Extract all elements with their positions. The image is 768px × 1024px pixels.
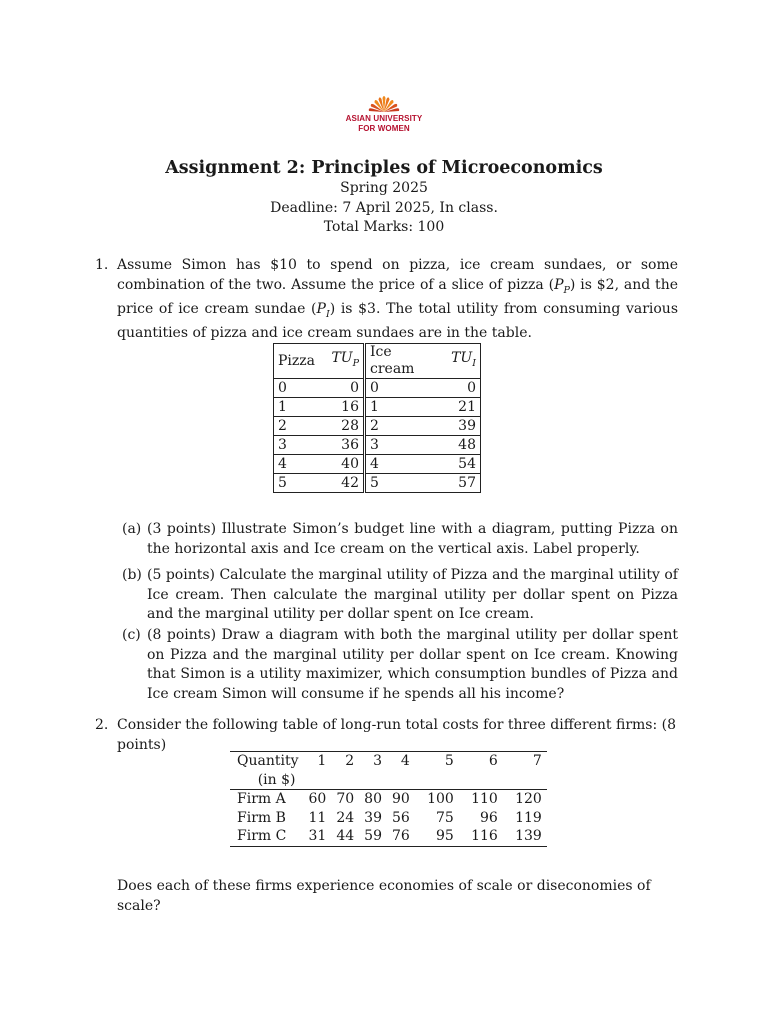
quantity-cell: 2 <box>331 752 359 771</box>
university-logo <box>338 92 430 134</box>
question-1-text <box>117 256 678 344</box>
cost-cell: 56 <box>391 809 410 826</box>
term-line: Spring 2025 <box>340 180 428 196</box>
cost-cell: 110 <box>471 791 498 807</box>
price-icecream-symbol: P <box>316 300 326 317</box>
part-c-text: (8 points) Draw a diagram with both the marginal utility per dollar spent on Pizza and the marginal utility per dollar spent on Ice cream. Knowing that Simon is a utility maximizer, which consumption bundles of Pizza and Ice cream Simon will consume if he spends all his income? <box>147 627 678 702</box>
part-b-label: (b) <box>122 567 142 583</box>
cost-cell: 44 <box>331 827 359 846</box>
cell-icecream-qty: 0 <box>365 379 443 398</box>
cell-tu-pizza: 40 <box>319 455 365 474</box>
cost-cell: 90 <box>391 791 410 807</box>
question-2-followup: Does each of these firms experience economies of scale or diseconomies of scale? <box>117 878 651 914</box>
cell-icecream-qty: 1 <box>365 398 443 417</box>
q1-text-part-b: ) is $2, and the price of ice cream sundae ( <box>117 276 678 317</box>
table-row <box>230 790 547 809</box>
cost-cell: 139 <box>503 827 547 846</box>
cell-pizza-qty: 1 <box>274 398 320 417</box>
q1-text-part-c: ) is $3. The total utility from consuming various quantities of pizza and ice cream sundaes are in the table. <box>117 300 679 342</box>
cost-cell: 76 <box>387 827 415 846</box>
firm-name: Firm C <box>230 827 304 846</box>
table-row <box>230 827 547 846</box>
header-quantity: Quantity <box>230 752 304 771</box>
cost-cell: 39 <box>364 809 382 826</box>
part-a-label: (a) <box>122 521 142 537</box>
cell-pizza-qty: 0 <box>274 379 320 398</box>
table-row <box>274 398 481 417</box>
question-2-number: 2. <box>95 717 109 733</box>
cost-table-unit-row <box>230 771 547 790</box>
cost-cell: 70 <box>336 791 355 807</box>
table-row <box>274 474 481 493</box>
cell-tu-icecream: 57 <box>442 474 481 493</box>
cost-cell: 11 <box>308 809 327 826</box>
header-pizza: Pizza <box>274 344 320 379</box>
utility-table <box>273 343 481 493</box>
quantity-cell: 6 <box>459 752 503 771</box>
document-header <box>0 157 768 238</box>
quantity-cell: 3 <box>359 752 387 771</box>
table-row <box>274 455 481 474</box>
quantity-cell: 5 <box>415 752 459 771</box>
cost-cell: 116 <box>459 827 503 846</box>
utility-table-header <box>274 344 481 379</box>
cell-tu-pizza: 42 <box>319 474 365 493</box>
header-tu-icecream: $TU_I$ <box>442 344 481 379</box>
page-title: Assignment 2: Principles of Microeconomics <box>165 158 603 178</box>
cell-tu-pizza: 36 <box>319 436 365 455</box>
cost-cell: 95 <box>415 827 459 846</box>
cost-cell: 31 <box>304 827 332 846</box>
header-icecream: Ice cream <box>365 344 443 379</box>
cell-pizza-qty: 3 <box>274 436 320 455</box>
cost-cell: 60 <box>308 791 327 807</box>
cell-pizza-qty: 4 <box>274 455 320 474</box>
cell-tu-pizza: 16 <box>319 398 365 417</box>
total-marks-line: Total Marks: 100 <box>323 219 445 235</box>
cell-icecream-qty: 4 <box>365 455 443 474</box>
sunburst-icon <box>367 92 401 114</box>
cell-tu-icecream: 0 <box>442 379 481 398</box>
table-row <box>274 436 481 455</box>
logo-line-1: ASIAN UNIVERSITY <box>345 114 423 123</box>
cell-tu-pizza: 28 <box>319 417 365 436</box>
header-unit: (in $) <box>230 771 304 790</box>
price-pizza-symbol: P <box>554 276 564 293</box>
cell-pizza-qty: 2 <box>274 417 320 436</box>
part-a-text: (3 points) Illustrate Simon’s budget line with a diagram, putting Pizza on the horizontal axis and Ice cream on the vertical axis. Label properly. <box>147 521 678 557</box>
cell-tu-icecream: 39 <box>442 417 481 436</box>
cell-icecream-qty: 3 <box>365 436 443 455</box>
cell-icecream-qty: 5 <box>365 474 443 493</box>
header-tu-pizza: $TU_P$ <box>319 344 365 379</box>
cost-table-header <box>230 752 547 771</box>
logo-line-2: FOR WOMEN <box>358 124 410 133</box>
quantity-cell: 1 <box>304 752 332 771</box>
cell-icecream-qty: 2 <box>365 417 443 436</box>
question-2-text: Consider the following table of long-run total costs for three different firms: (8 points) <box>117 717 677 753</box>
cost-table <box>230 751 547 847</box>
part-b-text: (5 points) Calculate the marginal utility of Pizza and the marginal utility of Ice cream. Then calculate the marginal utility per dollar spent on Pizza and the marginal utility per dollar spent on Ice cream. <box>147 567 678 622</box>
cost-cell: 24 <box>336 809 355 826</box>
cost-cell: 75 <box>435 809 454 826</box>
question-1-number: 1. <box>95 257 109 273</box>
deadline-line: Deadline: 7 April 2025, In class. <box>270 199 498 216</box>
cell-tu-icecream: 21 <box>442 398 481 417</box>
quantity-cell: 7 <box>503 752 547 771</box>
q1-text-part-a: Assume Simon has $10 to spend on pizza, ice cream sundaes, or some combination of the two. Assume the price of a slice of pizza ( <box>117 257 678 293</box>
price-pizza-subscript: P <box>563 284 570 296</box>
firm-name: Firm B <box>237 809 286 826</box>
cell-pizza-qty: 5 <box>274 474 320 493</box>
cost-cell: 59 <box>359 827 387 846</box>
cell-tu-pizza: 0 <box>319 379 365 398</box>
part-c-label: (c) <box>122 627 141 643</box>
price-icecream-subscript: I <box>325 308 330 320</box>
cell-tu-icecream: 54 <box>442 455 481 474</box>
cost-cell: 119 <box>515 809 542 826</box>
cost-cell: 80 <box>364 791 382 807</box>
cost-cell: 96 <box>479 809 498 826</box>
table-row <box>274 417 481 436</box>
table-row <box>230 809 547 828</box>
cost-cell: 120 <box>515 791 542 807</box>
table-row <box>274 379 481 398</box>
quantity-cell: 4 <box>387 752 415 771</box>
firm-name: Firm A <box>237 791 286 807</box>
cost-cell: 100 <box>427 791 454 807</box>
cell-tu-icecream: 48 <box>442 436 481 455</box>
